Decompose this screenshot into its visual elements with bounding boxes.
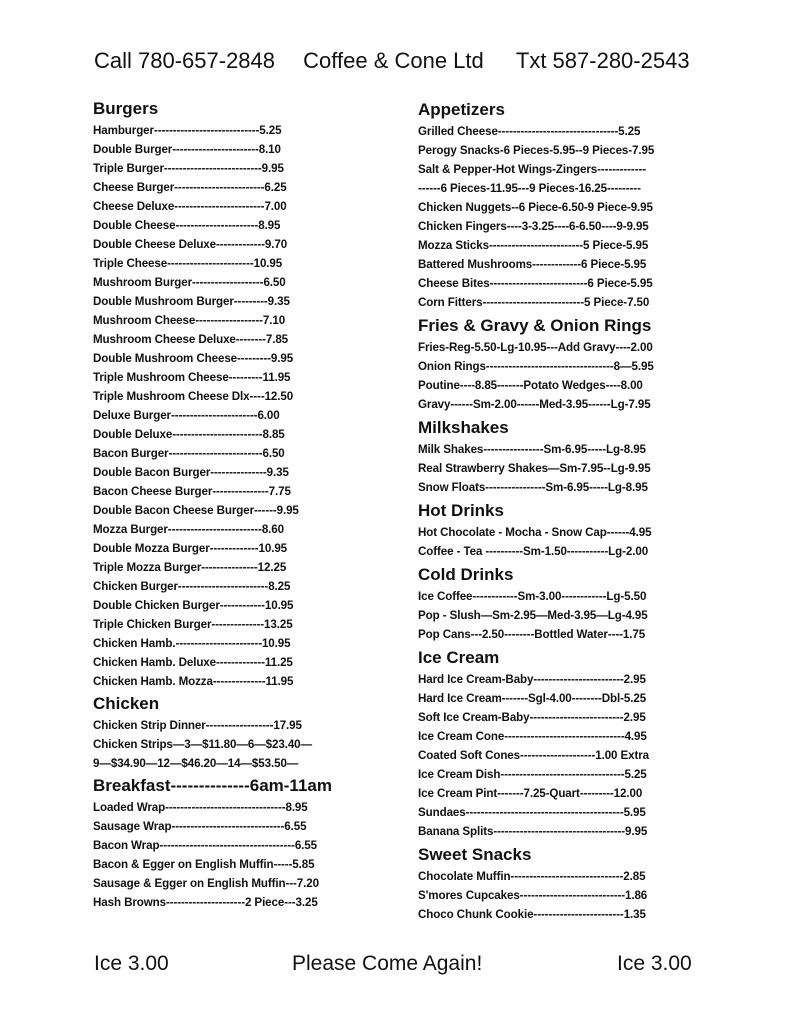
- menu-item: Sundaes------------------------------------------5.95: [418, 806, 646, 819]
- menu-item: Bacon Wrap------------------------------------6.55: [93, 839, 317, 852]
- menu-item: Milk Shakes----------------Sm-6.95-----Lg-8.95: [418, 443, 646, 456]
- menu-item: Double Mushroom Burger---------9.35: [93, 295, 290, 308]
- section-title-appetizers: Appetizers: [418, 100, 505, 119]
- menu-item: Cheese Burger------------------------6.25: [93, 181, 287, 194]
- menu-item: Double Bacon Burger---------------9.35: [93, 466, 289, 479]
- menu-item: Loaded Wrap--------------------------------8.95: [93, 801, 308, 814]
- section-title-cold-drinks: Cold Drinks: [418, 565, 514, 584]
- menu-item: Mushroom Burger-------------------6.50: [93, 276, 286, 289]
- section-title-chicken: Chicken: [93, 694, 160, 713]
- section-title-burgers: Burgers: [93, 99, 159, 118]
- menu-item: Double Bacon Cheese Burger------9.95: [93, 504, 299, 517]
- menu-item: Cheese Bites--------------------------6 Piece-5.95: [418, 277, 653, 290]
- menu-item: Grilled Cheese--------------------------------5.25: [418, 125, 641, 138]
- menu-item: Banana Splits-----------------------------------9.95: [418, 825, 648, 838]
- menu-item: Cheese Deluxe------------------------7.00: [93, 200, 287, 213]
- footer-message: Please Come Again!: [292, 952, 483, 975]
- section-title-sweet-snacks: Sweet Snacks: [418, 845, 532, 864]
- menu-item: Gravy------Sm-2.00------Med-3.95------Lg-7.95: [418, 398, 651, 411]
- menu-item: Triple Mozza Burger---------------12.25: [93, 561, 287, 574]
- footer-ice-left: Ice 3.00: [94, 952, 169, 975]
- section-title-ice-cream: Ice Cream: [418, 648, 500, 667]
- menu-item: Hard Ice Cream-------Sgl-4.00--------Dbl-5.25: [418, 692, 647, 705]
- menu-item: Sausage & Egger on English Muffin---7.20: [93, 877, 319, 890]
- menu-item: Coffee - Tea ----------Sm-1.50-----------Lg-2.00: [418, 545, 649, 558]
- menu-item: Ice Cream Cone--------------------------------4.95: [418, 730, 647, 743]
- menu-item: Pop - Slush—Sm-2.95—Med-3.95—Lg-4.95: [418, 609, 648, 622]
- menu-item: Chicken Hamb. Deluxe-------------11.25: [93, 656, 293, 669]
- business-name: Coffee & Cone Ltd: [303, 48, 484, 73]
- menu-item: Chocolate Muffin------------------------------2.85: [418, 870, 646, 883]
- menu-item: Coated Soft Cones--------------------1.00 Extra: [418, 749, 650, 762]
- menu-item: Ice Cream Pint-------7.25-Quart---------12.00: [418, 787, 643, 800]
- right-menu-column: [418, 96, 708, 924]
- menu-item: Chicken Hamb.-----------------------10.95: [93, 637, 291, 650]
- menu-item: Mushroom Cheese------------------7.10: [93, 314, 286, 327]
- menu-item: Triple Burger--------------------------9.95: [93, 162, 284, 175]
- menu-item: Triple Mushroom Cheese---------11.95: [93, 371, 291, 384]
- menu-item: Poutine----8.85-------Potato Wedges----8.00: [418, 379, 643, 392]
- menu-item: Onion Rings----------------------------------8—5.95: [418, 360, 654, 373]
- menu-item: Chicken Nuggets--6 Piece-6.50-9 Piece-9.95: [418, 201, 653, 214]
- text-number: Txt 587-280-2543: [515, 48, 690, 73]
- menu-item: Bacon Cheese Burger---------------7.75: [93, 485, 291, 498]
- menu-item: Choco Chunk Cookie------------------------1.35: [418, 908, 646, 921]
- menu-item: Double Cheese Deluxe-------------9.70: [93, 238, 288, 251]
- menu-item: Real Strawberry Shakes—Sm-7.95--Lg-9.95: [418, 462, 651, 475]
- menu-item: Chicken Hamb. Mozza--------------11.95: [93, 675, 294, 688]
- section-title-fries-gravy-onion-rings: Fries & Gravy & Onion Rings: [418, 316, 652, 335]
- menu-item: Corn Fitters---------------------------5 Piece-7.50: [418, 296, 650, 309]
- menu-item: Double Chicken Burger------------10.95: [93, 599, 294, 612]
- menu-header: [94, 48, 704, 74]
- menu-item: Perogy Snacks-6 Pieces-5.95--9 Pieces-7.95: [418, 144, 655, 157]
- menu-item: Hash Browns---------------------2 Piece---3.25: [93, 896, 318, 909]
- menu-item: Mozza Sticks-------------------------5 Piece-5.95: [418, 239, 649, 252]
- menu-item: Mushroom Cheese Deluxe--------7.85: [93, 333, 289, 346]
- menu-item: Double Mushroom Cheese---------9.95: [93, 352, 294, 365]
- menu-item: Deluxe Burger-----------------------6.00: [93, 409, 280, 422]
- menu-item: Fries-Reg-5.50-Lg-10.95---Add Gravy----2.00: [418, 341, 653, 354]
- section-title-milkshakes: Milkshakes: [418, 418, 509, 437]
- menu-item: ------6 Pieces-11.95---9 Pieces-16.25---------: [418, 182, 641, 195]
- menu-item: Hard Ice Cream-Baby------------------------2.95: [418, 673, 646, 686]
- menu-item: Chicken Burger------------------------8.25: [93, 580, 291, 593]
- menu-item: Hamburger----------------------------5.25: [93, 124, 282, 137]
- menu-item: Chicken Strips—3—$11.80—6—$23.40—: [93, 738, 313, 751]
- menu-item: Double Burger-----------------------8.10: [93, 143, 281, 156]
- menu-item: Snow Floats----------------Sm-6.95-----Lg-8.95: [418, 481, 648, 494]
- menu-item: Sausage Wrap------------------------------6.55: [93, 820, 307, 833]
- menu-item: S'mores Cupcakes----------------------------1.86: [418, 889, 648, 902]
- call-number: Call 780-657-2848: [94, 48, 276, 73]
- menu-item: Soft Ice Cream-Baby-------------------------2.95: [418, 711, 646, 724]
- menu-item: Chicken Strip Dinner------------------17.95: [93, 719, 302, 732]
- footer-ice-right: Ice 3.00: [617, 952, 692, 975]
- menu-item: Battered Mushrooms-------------6 Piece-5.95: [418, 258, 647, 271]
- menu-item: Double Mozza Burger-------------10.95: [93, 542, 288, 555]
- menu-item: Bacon & Egger on English Muffin-----5.85: [93, 858, 315, 871]
- section-title-hot-drinks: Hot Drinks: [418, 501, 504, 520]
- menu-item: Triple Cheese-----------------------10.95: [93, 257, 283, 270]
- menu-item: Hot Chocolate - Mocha - Snow Cap------4.95: [418, 526, 652, 539]
- menu-item: Ice Cream Dish---------------------------------5.25: [418, 768, 647, 781]
- menu-item: Ice Coffee------------Sm-3.00------------Lg-5.50: [418, 590, 647, 603]
- menu-item: Triple Chicken Burger--------------13.25: [93, 618, 293, 631]
- section-title-breakfast: Breakfast--------------6am-11am: [93, 776, 332, 795]
- menu-item: Pop Cans---2.50--------Bottled Water----1.75: [418, 628, 646, 641]
- menu-item: Salt & Pepper-Hot Wings-Zingers-------------: [418, 163, 646, 176]
- menu-item: Double Cheese----------------------8.95: [93, 219, 281, 232]
- menu-item: Double Deluxe------------------------8.85: [93, 428, 285, 441]
- menu-item: Mozza Burger-------------------------8.60: [93, 523, 284, 536]
- menu-item: Bacon Burger-------------------------6.50: [93, 447, 285, 460]
- menu-item: Chicken Fingers----3-3.25----6-6.50----9-9.95: [418, 220, 649, 233]
- menu-item: Triple Mushroom Cheese Dlx----12.50: [93, 390, 294, 403]
- menu-item: 9—$34.90—12—$46.20—14—$53.50—: [93, 757, 299, 770]
- left-menu-column: [93, 96, 368, 912]
